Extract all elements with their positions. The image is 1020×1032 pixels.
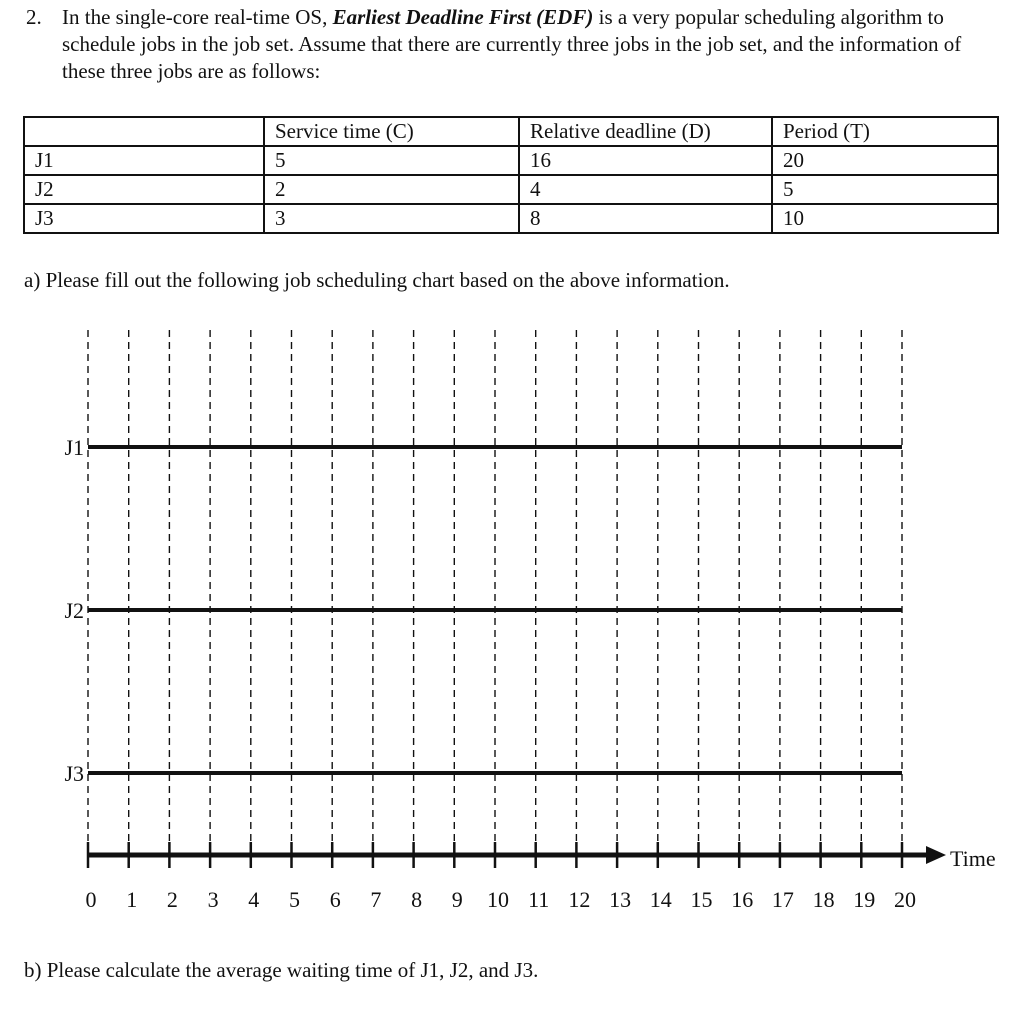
table-cell: J1 bbox=[24, 146, 264, 175]
job-row-label: J3 bbox=[64, 761, 84, 786]
table-cell: 8 bbox=[519, 204, 772, 233]
table-cell: J3 bbox=[24, 204, 264, 233]
tick-label: 8 bbox=[411, 887, 423, 912]
tick-label: 6 bbox=[329, 887, 341, 912]
table-cell: 16 bbox=[519, 146, 772, 175]
table-cell: 20 bbox=[772, 146, 998, 175]
table-cell: 5 bbox=[264, 146, 519, 175]
edf-emphasis: Earliest Deadline First (EDF) bbox=[332, 5, 594, 29]
tick-label: 5 bbox=[289, 887, 300, 912]
tick-label: 12 bbox=[568, 887, 591, 912]
job-row-label: J1 bbox=[64, 435, 84, 460]
table-header-cell: Relative deadline (D) bbox=[519, 117, 772, 146]
question-text-after: is a very popular scheduling algorithm to schedule jobs in the job set. Assume that there are currently three jobs in the job set, and the information of these three jobs are as follows: bbox=[62, 5, 962, 83]
question-number: 2. bbox=[26, 5, 42, 29]
tick-label: 0 bbox=[85, 887, 97, 912]
question-text-before: In the single-core real-time OS, bbox=[62, 5, 333, 29]
table-cell: 3 bbox=[264, 204, 519, 233]
table-cell: 4 bbox=[519, 175, 772, 204]
table-cell: 5 bbox=[772, 175, 998, 204]
table-header-cell: Service time (C) bbox=[264, 117, 519, 146]
tick-label: 4 bbox=[248, 887, 260, 912]
tick-label: 20 bbox=[894, 887, 916, 912]
tick-label: 3 bbox=[207, 887, 219, 912]
tick-label: 10 bbox=[487, 887, 509, 912]
tick-label: 9 bbox=[451, 887, 463, 912]
tick-label: 13 bbox=[609, 887, 632, 912]
table-cell: 10 bbox=[772, 204, 998, 233]
tick-label: 14 bbox=[649, 887, 672, 912]
tick-label: 7 bbox=[370, 887, 382, 912]
tick-label: 15 bbox=[690, 887, 713, 912]
time-axis-arrowhead bbox=[926, 846, 946, 864]
part-b-prompt: b) Please calculate the average waiting time of J1, J2, and J3. bbox=[24, 958, 539, 982]
table-cell: J2 bbox=[24, 175, 264, 204]
job-row-label: J2 bbox=[64, 598, 84, 623]
tick-label: 17 bbox=[771, 887, 794, 912]
tick-label: 18 bbox=[812, 887, 835, 912]
part-a-prompt: a) Please fill out the following job scheduling chart based on the above information. bbox=[24, 268, 730, 292]
tick-label: 19 bbox=[853, 887, 876, 912]
tick-label: 16 bbox=[731, 887, 754, 912]
tick-label: 1 bbox=[126, 887, 138, 912]
tick-label: 2 bbox=[166, 887, 178, 912]
table-cell: 2 bbox=[264, 175, 519, 204]
table-header-cell: Period (T) bbox=[772, 117, 998, 146]
time-axis-label: Time bbox=[950, 846, 996, 871]
tick-label: 11 bbox=[528, 887, 550, 912]
